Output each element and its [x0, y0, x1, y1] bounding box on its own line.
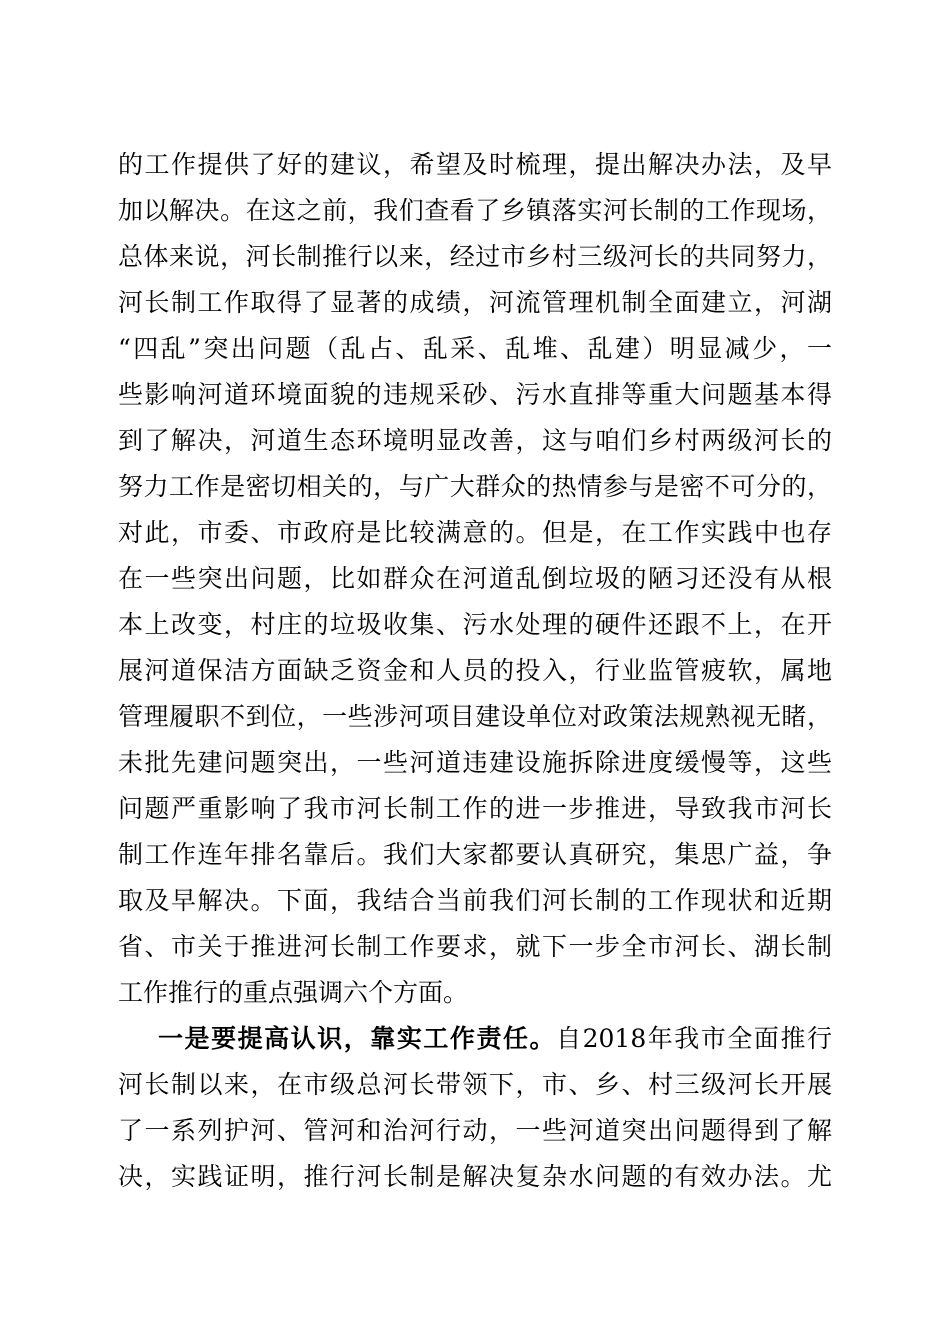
- text-line: 些影响河道环境面貌的违规采砂、污水直排等重大问题基本得: [118, 380, 832, 409]
- paragraph-1: [118, 142, 832, 1016]
- text-line: 在一些突出问题，比如群众在河道乱倒垃圾的陋习还没有从根: [118, 564, 832, 593]
- text-line: 决，实践证明，推行河长制是解决复杂水问题的有效办法。尤: [118, 1162, 832, 1191]
- text-line: 问题严重影响了我市河长制工作的进一步推进，导致我市河长: [118, 794, 832, 823]
- text-line: 展河道保洁方面缺乏资金和人员的投入，行业监管疲软，属地: [118, 656, 832, 685]
- text-line: 总体来说，河长制推行以来，经过市乡村三级河长的共同努力，: [118, 242, 832, 271]
- text-line: 河长制以来，在市级总河长带领下，市、乡、村三级河长开展: [118, 1070, 832, 1099]
- text-line: 未批先建问题突出，一些河道违建设施拆除进度缓慢等，这些: [118, 748, 832, 777]
- paragraph-2: [118, 1016, 832, 1200]
- text-line: 管理履职不到位，一些涉河项目建设单位对政策法规熟视无睹，: [118, 702, 832, 731]
- section-heading: 一是要提高认识，靠实工作责任。: [158, 1024, 557, 1053]
- text-line: 努力工作是密切相关的，与广大群众的热情参与是密不可分的，: [118, 472, 832, 501]
- text-line: 到了解决，河道生态环境明显改善，这与咱们乡村两级河长的: [118, 426, 832, 455]
- text-line: 省、市关于推进河长制工作要求，就下一步全市河长、湖长制: [118, 932, 832, 961]
- text-line: 河长制工作取得了显著的成绩，河流管理机制全面建立，河湖: [118, 288, 832, 317]
- text-line: 取及早解决。下面，我结合当前我们河长制的工作现状和近期: [118, 886, 832, 915]
- text-line: 了一系列护河、管河和治河行动，一些河道突出问题得到了解: [118, 1116, 832, 1145]
- text-line: “四乱”突出问题（乱占、乱采、乱堆、乱建）明显减少，一: [118, 334, 832, 363]
- text-line: [118, 1016, 832, 1062]
- heading-line-text: 自2018年我市全面推行: [556, 1024, 832, 1053]
- text-line: 工作推行的重点强调六个方面。: [118, 978, 469, 1007]
- text-line: 本上改变，村庄的垃圾收集、污水处理的硬件还跟不上，在开: [118, 610, 832, 639]
- text-line: 对此，市委、市政府是比较满意的。但是，在工作实践中也存: [118, 518, 832, 547]
- document-body: [118, 142, 832, 1200]
- text-line: 制工作连年排名靠后。我们大家都要认真研究，集思广益，争: [118, 840, 832, 869]
- text-line: 加以解决。在这之前，我们查看了乡镇落实河长制的工作现场，: [118, 196, 832, 225]
- text-line: 的工作提供了好的建议，希望及时梳理，提出解决办法，及早: [118, 150, 832, 179]
